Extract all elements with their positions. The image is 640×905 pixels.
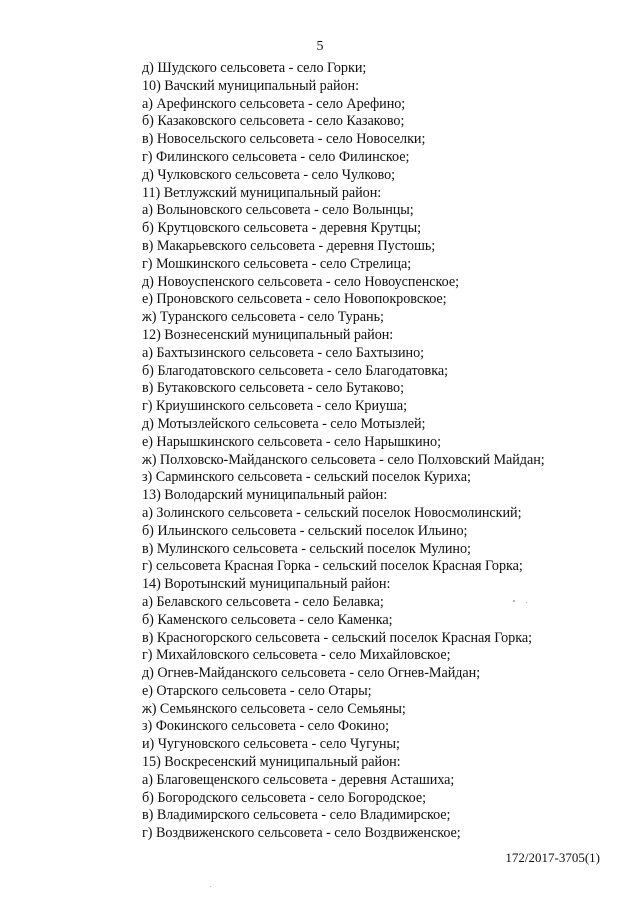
list-line: д) Чулковского сельсовета - село Чулково; <box>142 166 396 183</box>
list-line: 13) Володарский муниципальный район: <box>142 487 388 504</box>
list-line: в) Владимирского сельсовета - село Владимирское; <box>142 807 451 824</box>
list-line: б) Ильинского сельсовета - сельский поселок Ильино; <box>142 522 468 539</box>
list-line: б) Богородского сельсовета - село Богородское; <box>142 789 427 806</box>
list-line: 12) Вознесенский муниципальный район: <box>142 326 394 343</box>
list-line: в) Мулинского сельсовета - сельский поселок Мулино; <box>142 540 471 557</box>
list-line: а) Благовещенского сельсовета - деревня Асташиха; <box>142 771 455 788</box>
list-line: д) Мотызлейского сельсовета - село Мотызлей; <box>142 415 426 432</box>
list-line: а) Золинского сельсовета - сельский поселок Новосмолинский; <box>142 504 522 521</box>
list-line: з) Фокинского сельсовета - село Фокино; <box>142 718 389 735</box>
list-line: 15) Воскресенский муниципальный район: <box>142 754 401 771</box>
scan-speck <box>210 886 211 887</box>
list-line: д) Шудского сельсовета - село Горки; <box>142 60 367 76</box>
list-line: д) Новоуспенского сельсовета - село Новоуспенское; <box>142 273 459 290</box>
list-line: ж) Семьянского сельсовета - село Семьяны; <box>142 700 406 717</box>
list-line: г) Михайловского сельсовета - село Михайловское; <box>142 647 451 664</box>
list-line: 14) Воротынский муниципальный район: <box>142 576 391 593</box>
list-line: а) Волыновского сельсовета - село Волынцы; <box>142 202 414 219</box>
list-line: в) Красногорского сельсовета - сельский поселок Красная Горка; <box>142 629 532 646</box>
list-line: б) Каменского сельсовета - село Каменка; <box>142 611 393 628</box>
list-line: г) Воздвиженского сельсовета - село Воздвиженское; <box>142 825 461 842</box>
list-line: г) Криушинского сельсовета - село Криуша; <box>142 398 408 415</box>
list-line: в) Новосельского сельсовета - село Новоселки; <box>142 131 426 148</box>
list-line: а) Бахтызинского сельсовета - село Бахтызино; <box>142 344 425 361</box>
list-line: б) Крутцовского сельсовета - деревня Крутцы; <box>142 220 422 237</box>
list-line: б) Благодатовского сельсовета - село Благодатовка; <box>142 362 448 379</box>
list-line: е) Нарышкинского сельсовета - село Нарышкино; <box>142 433 441 450</box>
list-line: г) сельсовета Красная Горка - сельский поселок Красная Горка; <box>142 558 523 575</box>
list-line: д) Огнев-Майданского сельсовета - село Огнев-Майдан; <box>142 665 481 682</box>
list-line: г) Мошкинского сельсовета - село Стрелица; <box>142 255 412 272</box>
list-line: ж) Полховско-Майданского сельсовета - село Полховский Майдан; <box>142 451 545 468</box>
list-line: в) Бутаковского сельсовета - село Бутаково; <box>142 380 404 397</box>
list-line: 11) Ветлужский муниципальный район: <box>142 184 382 201</box>
list-line: г) Филинского сельсовета - село Филинское; <box>142 148 410 165</box>
list-line: е) Отарского сельсовета - село Отары; <box>142 682 372 699</box>
page-number: 5 <box>316 39 324 54</box>
list-line: е) Проновского сельсовета - село Новопокровское; <box>142 291 447 308</box>
settlement-list <box>142 60 612 843</box>
list-line: и) Чугуновского сельсовета - село Чугуны; <box>142 736 400 753</box>
list-line: ж) Туранского сельсовета - село Турань; <box>142 309 384 326</box>
list-line: а) Белавского сельсовета - село Белавка; <box>142 593 384 610</box>
list-line: а) Арефинского сельсовета - село Арефино; <box>142 95 406 112</box>
list-line: в) Макарьевского сельсовета - деревня Пустошь; <box>142 237 436 254</box>
list-line: з) Сарминского сельсовета - сельский поселок Куриха; <box>142 469 471 486</box>
list-line: б) Казаковского сельсовета - село Казаково; <box>142 113 405 130</box>
document-code: 172/2017-3705(1) <box>505 850 600 865</box>
list-line: 10) Вачский муниципальный район: <box>142 77 359 94</box>
scan-speck <box>526 602 527 603</box>
scan-speck <box>513 600 515 602</box>
